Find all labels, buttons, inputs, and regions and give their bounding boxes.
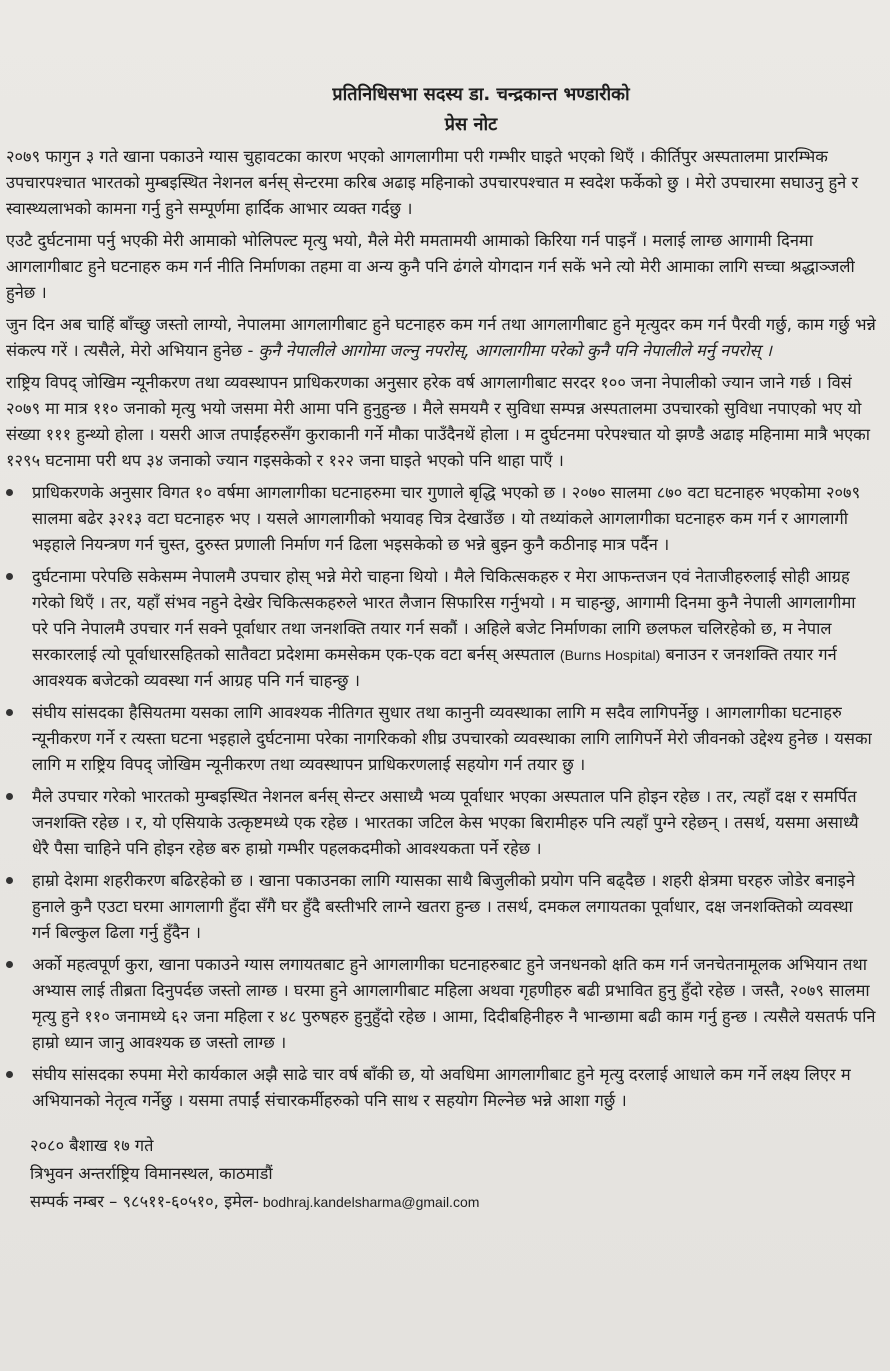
footer-date: २०८० बैशाख १७ गते <box>30 1136 154 1155</box>
document-subheading: प्रेस नोट <box>444 114 498 135</box>
bullet-icon <box>6 489 13 496</box>
list-item: दुर्घटनामा परेपछि सकेसम्म नेपालमै उपचार होस् भन्ने मेरो चाहना थियो । मैले चिकित्सकहरु र मेरा आफन्तजन एवं नेताजीहरुलाई सोही आग्रह गरेको थिएँ । तर, यहाँ संभव नहुने देखेर चिकित्सकहरुले भारत लैजान सिफारिस गर्नुभयो । म चाहन्छु, आगामी दिनमा कुनै नेपाली आगलागीमा परे पनि नेपालमै उपचार गर्न सक्ने पूर्वाधार तथा जनशक्ति तयार गर्न सकौं । अहिले बजेट निर्माणका लागि छलफल चलिरहेको छ, म नेपाल सरकारलाई त्यो पूर्वाधारसहितको सातैवटा प्रदेशमा कमसेकम एक-एक वटा बर्नस् अस्पताल (Burns Hospital) बनाउन र जनशक्ति तयार गर्न आवश्यक बजेटको व्यवस्था गर्न आग्रह पनि गर्न चाहन्छु । <box>6 564 876 694</box>
campaign-slogan: कुनै नेपालीले आगोमा जल्नु नपरोस्, आगलागीमा परेको कुनै पनि नेपालीले मर्नु नपरोस् । <box>258 341 773 360</box>
burns-hospital-label: (Burns Hospital) <box>559 647 661 663</box>
footer-contact <box>30 1188 876 1216</box>
footer-place: त्रिभुवन अन्तर्राष्ट्रिय विमानस्थल, काठमाडौं <box>30 1164 273 1183</box>
contact-email: bodhraj.kandelsharma@gmail.com <box>258 1194 480 1210</box>
contact-number: सम्पर्क नम्बर – ९८५११-६०५१०, इमेल- <box>30 1192 259 1211</box>
bullet-icon <box>6 573 13 580</box>
paragraph-1: २०७९ फागुन ३ गते खाना पकाउने ग्यास चुहावटका कारण भएको आगलागीमा परी गम्भीर घाइते भएको थिएँ । कीर्तिपुर अस्पतालमा प्रारम्भिक उपचारपश्चात भारतको मुम्बइस्थित नेशनल बर्नस् सेन्टरमा करिब अढाइ महिनाको उपचारपश्चात म स्वदेश फर्केको छु । मेरो उपचारमा सघाउनु हुने र स्वास्थ्यलाभको कामना गर्नु हुने सम्पूर्णमा हार्दिक आभार व्यक्त गर्दछु । <box>6 147 859 218</box>
list-item: हाम्रो देशमा शहरीकरण बढिरहेको छ । खाना पकाउनका लागि ग्यासका साथै बिजुलीको प्रयोग पनि बढ्दैछ । शहरी क्षेत्रमा घरहरु जोडेर बनाइने हुनाले कुनै एउटा घरमा आगलागी हुँदा सँगै घर हुँदै बस्तीभरि लाग्ने खतरा हुन्छ । तसर्थ, दमकल लगायतका पूर्वाधार, दक्ष जनशक्तिको व्यवस्था गर्न बिल्कुल ढिला गर्नु हुँदैन । <box>6 868 876 946</box>
paragraph-3 <box>6 312 876 364</box>
paragraph-4: राष्ट्रिय विपद् जोखिम न्यूनीकरण तथा व्यवस्थापन प्राधिकरणका अनुसार हरेक वर्ष आगलागीबाट सरदर १०० जना नेपालीको ज्यान जाने गर्छ । विसं २०७९ मा मात्र ११० जनाको मृत्यु भयो जसमा मेरी आमा पनि हुनुहुन्छ । मैले समयमै र सुविधा सम्पन्न अस्पतालमा उपचारको सुविधा नपाएको भए यो संख्या १११ हुन्थ्यो होला । यसरी आज तपाईंहरुसँग कुराकानी गर्ने मौका पाउँदैनथें होला । म दुर्घटनमा परेपश्चात यो झण्डै अढाइ महिनामा मात्रै भएका १२९५ घटनामा परी थप ३४ जनाको ज्यान गइसकेको र १२२ जना घाइते भएको पनि थाहा पाएँ । <box>6 373 871 470</box>
bullet-icon <box>6 709 13 716</box>
paragraph-3-text: जुन दिन अब चाहिं बाँच्छु जस्तो लाग्यो, नेपालमा आगलागीबाट हुने घटनाहरु कम गर्न तथा आगलागीबाट हुने मृत्युदर कम गर्न पैरवी गर्छु, काम गर्छु भन्ने संकल्प गरें । त्यसैले, मेरो अभियान हुनेछ - <box>6 315 876 360</box>
bullet-icon <box>6 793 13 800</box>
bullet-list <box>6 480 876 1114</box>
document-heading: प्रतिनिधिसभा सदस्य डा. चन्द्रकान्त भण्डारीको <box>332 84 630 105</box>
document-footer <box>30 1132 876 1216</box>
paragraph-2: एउटै दुर्घटनामा पर्नु भएकी मेरी आमाको भोलिपल्ट मृत्यु भयो, मैले मेरी ममतामयी आमाको किरिया गर्न पाइनँ । मलाई लाग्छ आगामी दिनमा आगलागीबाट हुने घटनाहरु कम गर्न नीति निर्माणका तहमा वा अन्य कुनै पनि ढंगले योगदान गर्न सकें भने त्यो मेरी आमाका लागि सच्चा श्रद्धाञ्जली हुनेछ । <box>6 231 855 302</box>
list-item: संघीय सांसदका रुपमा मेरो कार्यकाल अझै साढे चार वर्ष बाँकी छ, यो अवधिमा आगलागीबाट हुने मृत्यु दरलाई आधाले कम गर्ने लक्ष्य लिएर म अभियानको नेतृत्व गर्नेछु । यसमा तपाईं संचारकर्मीहरुको पनि साथ र सहयोग मिल्नेछ भन्ने आशा गर्छु । <box>6 1062 876 1114</box>
bullet-icon <box>6 877 13 884</box>
list-item: अर्को महत्वपूर्ण कुरा, खाना पकाउने ग्यास लगायतबाट हुने आगलागीका घटनाहरुबाट हुने जनधनको क्षति कम गर्न जनचेतनामूलक अभियान तथा अभ्यास लाई तीब्रता दिनुपर्दछ जस्तो लाग्छ । घरमा हुने आगलागीबाट महिला अथवा गृहणीहरु बढी प्रभावित हुनु हुँदो रहेछ । जस्तै, २०७९ सालमा मृत्यु हुने ११० जनामध्ये ६२ जना महिला र ४८ पुरुषहरु हुनुहुँदो रहेछ । आमा, दिदीबहिनीहरु नै भान्छामा बढी काम गर्नु हुन्छ । त्यसैले यसतर्फ पनि हाम्रो ध्यान जानु आवश्यक छ जस्तो लाग्छ । <box>6 952 876 1056</box>
list-item: मैले उपचार गरेको भारतको मुम्बइस्थित नेशनल बर्नस् सेन्टर असाध्यै भव्य पूर्वाधार भएका अस्पताल पनि होइन रहेछ । तर, त्यहाँ दक्ष र समर्पित जनशक्ति रहेछ । र, यो एसियाके उत्कृष्टमध्ये एक रहेछ । भारतका जटिल केस भएका बिरामीहरु पनि त्यहाँ पुग्ने रहेछन् । तसर्थ, यसमा असाध्यै धेरै पैसा चाहिने पनि होइन रहेछ बरु हाम्रो गम्भीर पहलकदमीको आवश्यकता पर्ने रहेछ । <box>6 784 876 862</box>
list-item: संघीय सांसदका हैसियतमा यसका लागि आवश्यक नीतिगत सुधार तथा कानुनी व्यवस्थाका लागि म सदैव लागिपर्नेछु । आगलागीका घटनाहरु न्यूनीकरण गर्ने र त्यस्ता घटना भइहाले दुर्घटनामा परेका नागरिकको शीघ्र उपचारको व्यवस्थाका लागि लागिपर्ने मेरो जीवनको उद्देश्य हुनेछ । यसका लागि म राष्ट्रिय विपद् जोखिम न्यूनीकरण तथा व्यवस्थापन प्राधिकरणलाई सहयोग गर्न तयार छु । <box>6 700 876 778</box>
bullet-icon <box>6 1071 13 1078</box>
list-item: प्राधिकरणके अनुसार विगत १० वर्षमा आगलागीका घटनाहरुमा चार गुणाले बृद्धि भएको छ । २०७० सालमा ८७० वटा घटनाहरु भएकोमा २०७९ सालमा बढेर ३२१३ वटा घटनाहरु भए । यसले आगलागीको भयावह चित्र देखाउँछ । यो तथ्यांकले आगलागीका घटनाहरु कम गर्न र आगलागी भइहाले नियन्त्रण गर्न चुस्त, दुरुस्त प्रणाली निर्माण गर्न ढिला भइसकेको छ भन्ने बुझ्न कुनै कठीनाइ मात्र पर्दैन । <box>6 480 876 558</box>
bullet-icon <box>6 961 13 968</box>
